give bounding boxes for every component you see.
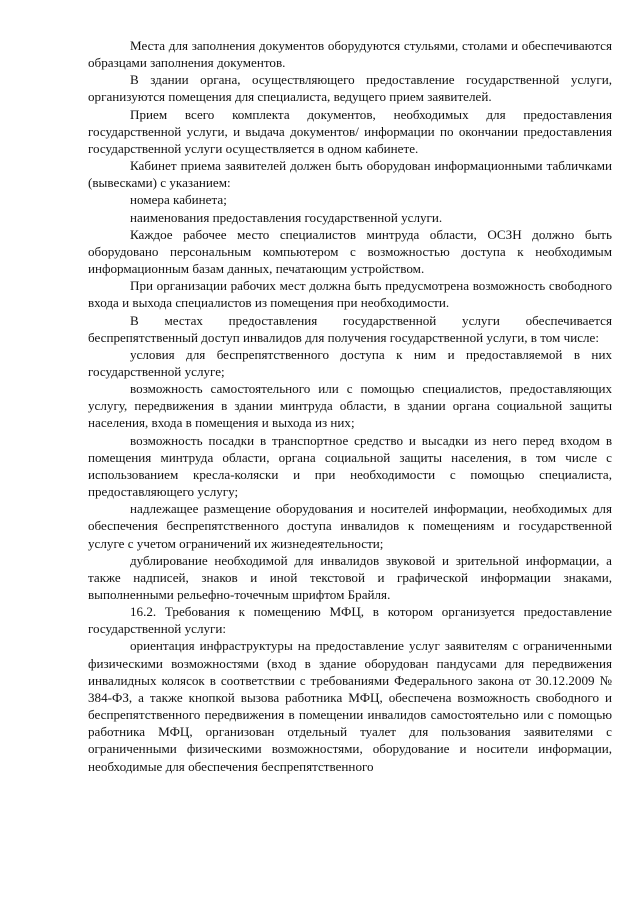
paragraph-disabled-access: В местах предоставления государственной услуги обеспечивается беспрепятственный доступ инвалидов для получения государственной услуги, в том числе: — [88, 312, 612, 345]
list-item-service-name: наименования предоставления государственной услуги. — [130, 209, 443, 225]
paragraph-workplace-equipment: Каждое рабочее место специалистов минтруда области, ОСЗН должно быть оборудовано персональным компьютером с возможностью доступа к необходимым информационным базам данных, печатающим устройством. — [88, 226, 612, 277]
section-heading-16-2: 16.2. Требования к помещению МФЦ, в котором организуется предоставление государственной услуги: — [88, 604, 612, 637]
list-item-room-number: номера кабинета; — [130, 192, 227, 208]
list-item-independent-movement: возможность самостоятельного или с помощью специалистов, предоставляющих услугу, передвижения в здании минтруда области, в здании органа социальной защиты населения, входа в помещения и выхода из них; — [88, 381, 612, 431]
paragraph-free-exit: При организации рабочих мест должна быть предусмотрена возможность свободного входа и выхода специалистов из помещения при необходимости. — [88, 278, 612, 311]
list-item-braille-duplication: дублирование необходимой для инвалидов звуковой и зрительной информации, а также надписей, знаков и иной текстовой и графической информации знаками, выполненными рельефно-точечным шрифтом Брайля. — [88, 552, 612, 602]
paragraph-reception-rooms: В здании органа, осуществляющего предоставление государственной услуги, организуются помещения для специалиста, ведущего прием заявителей. — [88, 72, 612, 105]
paragraph-signage-requirements: Кабинет приема заявителей должен быть оборудован информационными табличками (вывесками) с указанием: — [88, 158, 612, 191]
list-item-access-conditions: условия для беспрепятственного доступа к ним и предоставляемой в них государственной услуге; — [88, 346, 612, 379]
paragraph-single-office: Прием всего комплекта документов, необходимых для предоставления государственной услуги, и выдача документов/ информации по окончании предоставления государственной услуги осуществляется в одном кабинете. — [88, 106, 612, 156]
document-page — [88, 37, 612, 775]
paragraph-documents-workplace: Места для заполнения документов оборудуются стульями, столами и обеспечиваются образцами заполнения документов. — [88, 38, 612, 71]
list-item-transport-boarding: возможность посадки в транспортное средство и высадки из него перед входом в помещения минтруда области, органа социальной защиты населения, в том числе с использованием кресла-коляски и при необходимости с помощью специалиста, предоставляющего услугу; — [88, 432, 612, 500]
paragraph-mfc-infrastructure: ориентация инфраструктуры на предоставление услуг заявителям с ограниченными физическими возможностями (вход в здание оборудован пандусами для передвижения инвалидных колясок в соответствии с требованиями Федерального закона от 30.12.2009 № 384-ФЗ, а также кнопкой вызова работника МФЦ, обеспечена возможность свободного и беспрепятственного передвижения в помещении инвалидов самостоятельно или с помощью работника МФЦ, организован отдельный туалет для пользования заявителями с ограниченными физическими возможностями, оборудование и носители информации, необходимые для обеспечения беспрепятственного — [88, 638, 612, 774]
list-item-equipment-placement: надлежащее размещение оборудования и носителей информации, необходимых для обеспечения беспрепятственного доступа инвалидов к помещениям и государственной услуге с учетом ограничений их жизнедеятельности; — [88, 501, 612, 551]
